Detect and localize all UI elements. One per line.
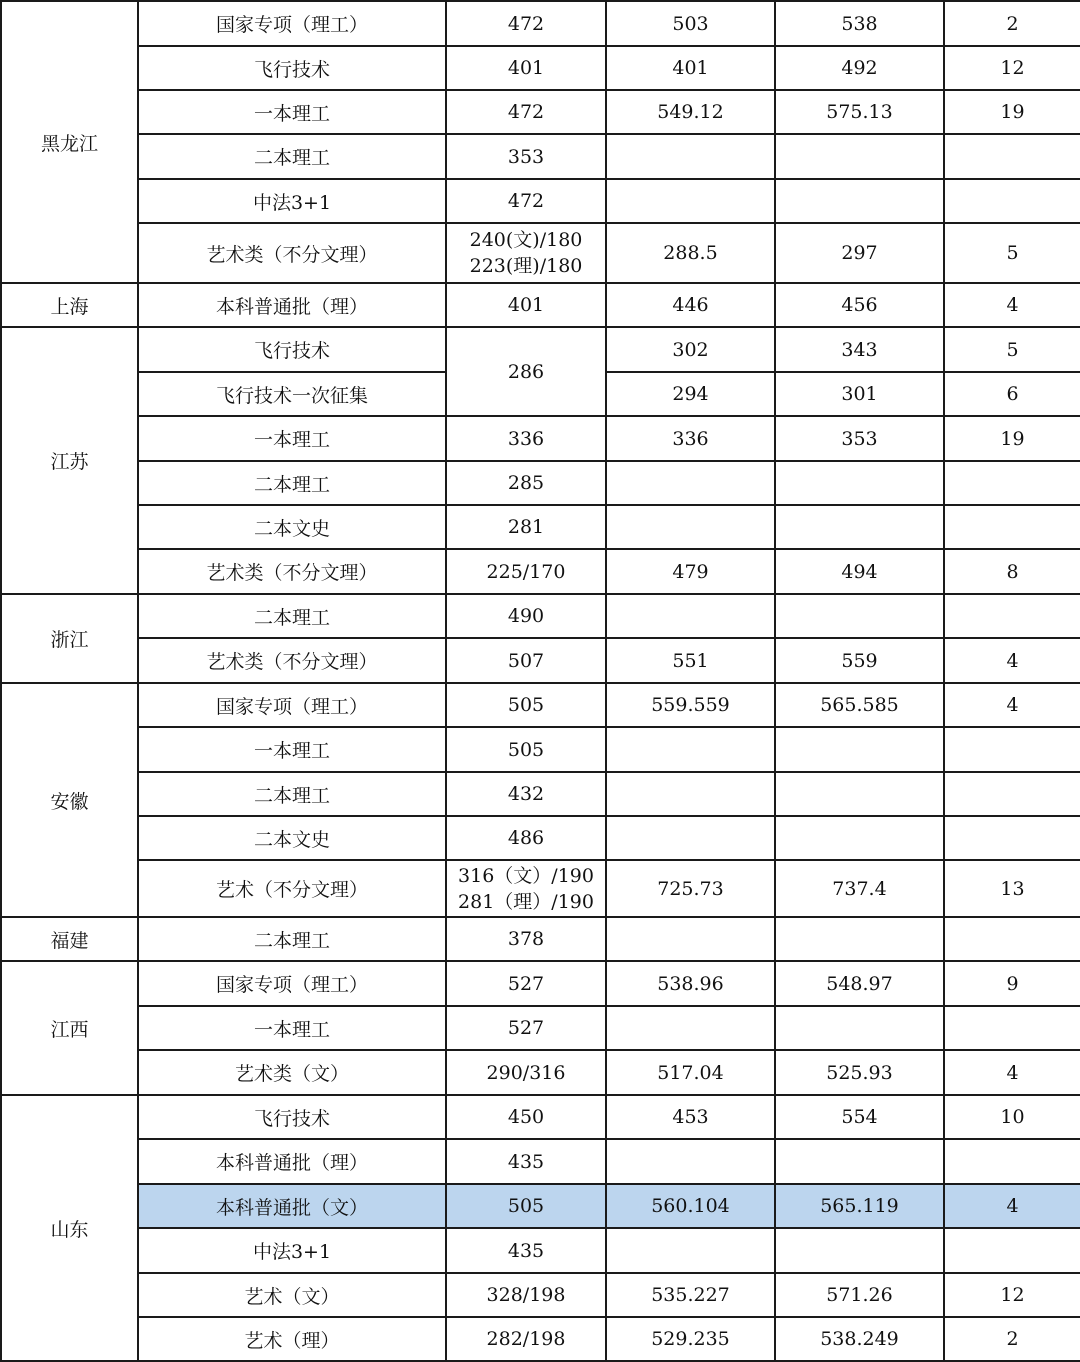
min-score-cell: 549.12	[606, 90, 775, 134]
max-score-cell: 525.93	[775, 1050, 944, 1095]
control-line-cell: 378	[446, 917, 606, 961]
max-score-cell: 571.26	[775, 1273, 944, 1317]
count-cell: 4	[944, 638, 1080, 683]
count-cell: 4	[944, 1184, 1080, 1228]
control-line-cell: 450	[446, 1095, 606, 1139]
table-row	[1, 772, 1080, 816]
max-score-cell: 456	[775, 283, 944, 327]
min-score-cell: 288.5	[606, 223, 775, 283]
table-row	[1, 416, 1080, 461]
control-line-cell: 282/198	[446, 1317, 606, 1361]
min-score-cell	[606, 772, 775, 816]
min-score-cell	[606, 461, 775, 505]
max-score-cell	[775, 917, 944, 961]
min-score-cell: 551	[606, 638, 775, 683]
table-row	[1, 1139, 1080, 1184]
admission-type-cell: 二本理工	[138, 461, 446, 505]
province-cell: 山东	[1, 1095, 138, 1361]
max-score-cell	[775, 772, 944, 816]
admission-type-cell: 艺术类（文）	[138, 1050, 446, 1095]
max-score-cell: 565.119	[775, 1184, 944, 1228]
min-score-cell: 446	[606, 283, 775, 327]
control-line-cell: 472	[446, 179, 606, 223]
min-score-cell	[606, 594, 775, 638]
count-cell: 12	[944, 46, 1080, 90]
max-score-cell: 559	[775, 638, 944, 683]
admission-type-cell: 艺术（不分文理）	[138, 860, 446, 917]
control-line-cell: 472	[446, 90, 606, 134]
control-line-cell: 225/170	[446, 549, 606, 594]
max-score-cell	[775, 594, 944, 638]
count-cell: 2	[944, 1317, 1080, 1361]
province-cell: 江苏	[1, 327, 138, 594]
count-cell	[944, 179, 1080, 223]
admission-type-cell: 一本理工	[138, 1006, 446, 1050]
control-line-cell	[446, 860, 606, 917]
admission-type-cell: 二本理工	[138, 594, 446, 638]
min-score-cell	[606, 505, 775, 549]
table-row	[1, 638, 1080, 683]
control-line-cell: 486	[446, 816, 606, 860]
control-line-cell: 505	[446, 1184, 606, 1228]
control-line-part: 223(理)/180	[469, 255, 583, 277]
count-cell: 9	[944, 961, 1080, 1006]
max-score-cell: 353	[775, 416, 944, 461]
control-line-cell: 527	[446, 1006, 606, 1050]
count-cell: 10	[944, 1095, 1080, 1139]
table-row	[1, 505, 1080, 549]
count-cell: 2	[944, 1, 1080, 46]
min-score-cell	[606, 727, 775, 772]
table-row	[1, 860, 1080, 917]
max-score-cell: 737.4	[775, 860, 944, 917]
admission-type-cell: 二本文史	[138, 816, 446, 860]
min-score-cell: 517.04	[606, 1050, 775, 1095]
control-line-cell: 336	[446, 416, 606, 461]
max-score-cell	[775, 1006, 944, 1050]
max-score-cell	[775, 1228, 944, 1273]
count-cell: 4	[944, 283, 1080, 327]
min-score-cell: 294	[606, 372, 775, 416]
table-row	[1, 594, 1080, 638]
min-score-cell: 336	[606, 416, 775, 461]
min-score-cell: 559.559	[606, 683, 775, 727]
count-cell: 8	[944, 549, 1080, 594]
table-row-highlighted	[1, 1184, 1080, 1228]
count-cell: 12	[944, 1273, 1080, 1317]
min-score-cell: 453	[606, 1095, 775, 1139]
table-row	[1, 1006, 1080, 1050]
control-line-cell: 286	[446, 327, 606, 416]
max-score-cell	[775, 134, 944, 179]
admission-type-cell: 飞行技术	[138, 1095, 446, 1139]
max-score-cell: 492	[775, 46, 944, 90]
control-line-cell: 435	[446, 1139, 606, 1184]
admission-type-cell: 二本理工	[138, 772, 446, 816]
count-cell: 5	[944, 223, 1080, 283]
admission-type-cell: 本科普通批（文）	[138, 1184, 446, 1228]
min-score-cell: 538.96	[606, 961, 775, 1006]
admission-type-cell: 飞行技术	[138, 46, 446, 90]
max-score-cell: 548.97	[775, 961, 944, 1006]
max-score-cell	[775, 505, 944, 549]
count-cell	[944, 772, 1080, 816]
table-row	[1, 46, 1080, 90]
control-line-cell: 490	[446, 594, 606, 638]
max-score-cell: 494	[775, 549, 944, 594]
control-line-cell: 527	[446, 961, 606, 1006]
admission-type-cell: 国家专项（理工）	[138, 683, 446, 727]
admission-type-cell: 艺术类（不分文理）	[138, 638, 446, 683]
table-row	[1, 1, 1080, 46]
min-score-cell	[606, 816, 775, 860]
control-line-cell: 507	[446, 638, 606, 683]
max-score-cell	[775, 816, 944, 860]
count-cell: 5	[944, 327, 1080, 372]
table-row	[1, 90, 1080, 134]
admission-type-cell: 飞行技术一次征集	[138, 372, 446, 416]
control-line-cell: 432	[446, 772, 606, 816]
control-line-cell: 472	[446, 1, 606, 46]
admission-type-cell: 本科普通批（理）	[138, 283, 446, 327]
province-cell: 江西	[1, 961, 138, 1095]
max-score-cell	[775, 461, 944, 505]
max-score-cell	[775, 179, 944, 223]
table-row	[1, 327, 1080, 372]
count-cell	[944, 816, 1080, 860]
table-row	[1, 1228, 1080, 1273]
min-score-cell: 725.73	[606, 860, 775, 917]
max-score-cell: 297	[775, 223, 944, 283]
admission-type-cell: 中法3+1	[138, 179, 446, 223]
max-score-cell: 343	[775, 327, 944, 372]
control-line-part: 316（文）/190	[458, 864, 594, 887]
control-line-cell: 401	[446, 283, 606, 327]
table-row	[1, 283, 1080, 327]
admission-type-cell: 艺术类（不分文理）	[138, 223, 446, 283]
min-score-cell	[606, 1228, 775, 1273]
control-line-cell: 401	[446, 46, 606, 90]
table-row	[1, 1317, 1080, 1361]
table-row	[1, 549, 1080, 594]
admission-type-cell: 艺术类（不分文理）	[138, 549, 446, 594]
control-line-cell	[446, 223, 606, 283]
control-line-cell: 285	[446, 461, 606, 505]
admission-type-cell: 一本理工	[138, 416, 446, 461]
admission-type-cell: 一本理工	[138, 90, 446, 134]
count-cell	[944, 594, 1080, 638]
admission-type-cell: 二本理工	[138, 134, 446, 179]
table-row	[1, 179, 1080, 223]
min-score-cell: 560.104	[606, 1184, 775, 1228]
table-row	[1, 683, 1080, 727]
min-score-cell: 401	[606, 46, 775, 90]
max-score-cell: 554	[775, 1095, 944, 1139]
min-score-cell	[606, 1006, 775, 1050]
admission-type-cell: 二本理工	[138, 917, 446, 961]
max-score-cell: 565.585	[775, 683, 944, 727]
count-cell: 19	[944, 90, 1080, 134]
max-score-cell: 538	[775, 1, 944, 46]
count-cell	[944, 1228, 1080, 1273]
count-cell	[944, 917, 1080, 961]
count-cell: 4	[944, 1050, 1080, 1095]
admission-type-cell: 艺术（理）	[138, 1317, 446, 1361]
max-score-cell	[775, 727, 944, 772]
admission-type-cell: 本科普通批（理）	[138, 1139, 446, 1184]
table-row	[1, 223, 1080, 283]
control-line-cell: 435	[446, 1228, 606, 1273]
table-row	[1, 1273, 1080, 1317]
admission-type-cell: 中法3+1	[138, 1228, 446, 1273]
table-row	[1, 134, 1080, 179]
admission-type-cell: 艺术（文）	[138, 1273, 446, 1317]
min-score-cell: 479	[606, 549, 775, 594]
min-score-cell	[606, 179, 775, 223]
count-cell	[944, 1006, 1080, 1050]
min-score-cell	[606, 1139, 775, 1184]
count-cell	[944, 461, 1080, 505]
max-score-cell	[775, 1139, 944, 1184]
province-cell: 上海	[1, 283, 138, 327]
max-score-cell: 575.13	[775, 90, 944, 134]
table-row	[1, 816, 1080, 860]
admission-type-cell: 国家专项（理工）	[138, 961, 446, 1006]
min-score-cell: 535.227	[606, 1273, 775, 1317]
province-cell: 安徽	[1, 683, 138, 917]
table-row	[1, 727, 1080, 772]
control-line-cell: 290/316	[446, 1050, 606, 1095]
max-score-cell: 301	[775, 372, 944, 416]
admission-type-cell: 一本理工	[138, 727, 446, 772]
min-score-cell	[606, 917, 775, 961]
min-score-cell: 302	[606, 327, 775, 372]
min-score-cell	[606, 134, 775, 179]
table-row	[1, 917, 1080, 961]
control-line-part: 240(文)/180	[469, 229, 583, 251]
control-line-cell: 281	[446, 505, 606, 549]
count-cell	[944, 727, 1080, 772]
control-line-part: 281（理）/190	[458, 890, 594, 913]
min-score-cell: 529.235	[606, 1317, 775, 1361]
count-cell	[944, 505, 1080, 549]
count-cell: 4	[944, 683, 1080, 727]
count-cell	[944, 1139, 1080, 1184]
province-cell: 福建	[1, 917, 138, 961]
province-cell: 黑龙江	[1, 1, 138, 283]
count-cell: 19	[944, 416, 1080, 461]
control-line-cell: 328/198	[446, 1273, 606, 1317]
control-line-cell: 505	[446, 727, 606, 772]
admission-type-cell: 国家专项（理工）	[138, 1, 446, 46]
table-body	[1, 1, 1080, 1361]
province-cell: 浙江	[1, 594, 138, 683]
max-score-cell: 538.249	[775, 1317, 944, 1361]
table-row	[1, 961, 1080, 1006]
control-line-cell: 353	[446, 134, 606, 179]
admission-type-cell: 二本文史	[138, 505, 446, 549]
count-cell: 13	[944, 860, 1080, 917]
count-cell: 6	[944, 372, 1080, 416]
table-row	[1, 1050, 1080, 1095]
table-row	[1, 461, 1080, 505]
min-score-cell: 503	[606, 1, 775, 46]
count-cell	[944, 134, 1080, 179]
table-row	[1, 1095, 1080, 1139]
admission-type-cell: 飞行技术	[138, 327, 446, 372]
control-line-cell: 505	[446, 683, 606, 727]
